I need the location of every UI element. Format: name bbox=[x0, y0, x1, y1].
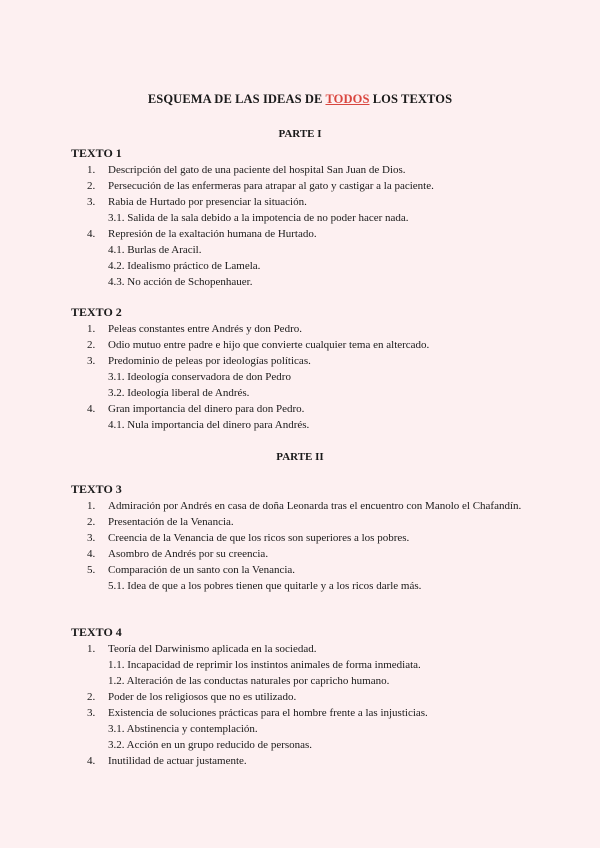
list-item: 1. Peleas constantes entre Andrés y don Pedro. bbox=[87, 323, 302, 335]
texto-2-section bbox=[71, 305, 541, 433]
parte-1-heading: PARTE I bbox=[278, 128, 322, 140]
list-item: 1. Admiración por Andrés en casa de doña Leonarda tras el encuentro con Manolo el Chafandín. bbox=[87, 500, 522, 512]
list-item: 3. Rabia de Hurtado por presenciar la situación. bbox=[87, 196, 307, 208]
list-item: 3. Existencia de soluciones prácticas para el hombre frente a las injusticias. bbox=[87, 707, 428, 719]
sub-item: 3.2. Ideología liberal de Andrés. bbox=[108, 387, 250, 399]
section-heading: TEXTO 4 bbox=[71, 625, 122, 639]
sub-item: 4.2. Idealismo práctico de Lamela. bbox=[108, 260, 261, 272]
section-heading: TEXTO 3 bbox=[71, 482, 122, 496]
title-end: LOS TEXTOS bbox=[369, 92, 453, 106]
list-item: 4. Asombro de Andrés por su creencia. bbox=[87, 548, 269, 560]
texto-3-section bbox=[71, 482, 541, 594]
sub-item: 3.1. Abstinencia y contemplación. bbox=[108, 723, 258, 735]
sub-item: 4.3. No acción de Schopenhauer. bbox=[108, 276, 253, 288]
section-heading: TEXTO 1 bbox=[71, 146, 122, 160]
list-item: 1. Teoría del Darwinismo aplicada en la sociedad. bbox=[87, 643, 317, 655]
sub-item: 1.2. Alteración de las conductas naturales por capricho humano. bbox=[108, 675, 390, 687]
document-title bbox=[0, 92, 600, 107]
parte-2-heading: PARTE II bbox=[276, 451, 324, 463]
list-item: 2. Persecución de las enfermeras para atrapar al gato y castigar a la paciente. bbox=[87, 180, 434, 192]
list-item: 4. Inutilidad de actuar justamente. bbox=[87, 755, 247, 767]
sub-item: 3.2. Acción en un grupo reducido de personas. bbox=[108, 739, 313, 751]
section-heading: TEXTO 2 bbox=[71, 305, 122, 319]
list-item: 3. Creencia de la Venancia de que los ricos son superiores a los pobres. bbox=[87, 532, 410, 544]
sub-item: 4.1. Burlas de Aracil. bbox=[108, 244, 202, 256]
list-item: 3. Predominio de peleas por ideologías políticas. bbox=[87, 355, 311, 367]
sub-item: 3.1. Ideología conservadora de don Pedro bbox=[108, 371, 291, 383]
list-item: 5. Comparación de un santo con la Venancia. bbox=[87, 564, 296, 576]
sub-item: 3.1. Salida de la sala debido a la impotencia de no poder hacer nada. bbox=[108, 212, 409, 224]
sub-item: 4.1. Nula importancia del dinero para Andrés. bbox=[108, 419, 310, 431]
list-item: 4. Represión de la exaltación humana de Hurtado. bbox=[87, 228, 317, 240]
texto-4-section bbox=[71, 625, 541, 769]
list-item: 2. Odio mutuo entre padre e hijo que convierte cualquier tema en altercado. bbox=[87, 339, 430, 351]
sub-item: 5.1. Idea de que a los pobres tienen que quitarle y a los ricos darle más. bbox=[108, 580, 422, 592]
texto-1-section bbox=[71, 146, 541, 290]
list-item: 2. Presentación de la Venancia. bbox=[87, 516, 234, 528]
title-highlight: TODOS bbox=[325, 92, 370, 106]
list-item: 4. Gran importancia del dinero para don Pedro. bbox=[87, 403, 305, 415]
list-item: 1. Descripción del gato de una paciente del hospital San Juan de Dios. bbox=[87, 164, 406, 176]
list-item: 2. Poder de los religiosos que no es utilizado. bbox=[87, 691, 297, 703]
sub-item: 1.1. Incapacidad de reprimir los instintos animales de forma inmediata. bbox=[108, 659, 421, 671]
title-start: ESQUEMA DE LAS IDEAS DE bbox=[147, 92, 326, 106]
